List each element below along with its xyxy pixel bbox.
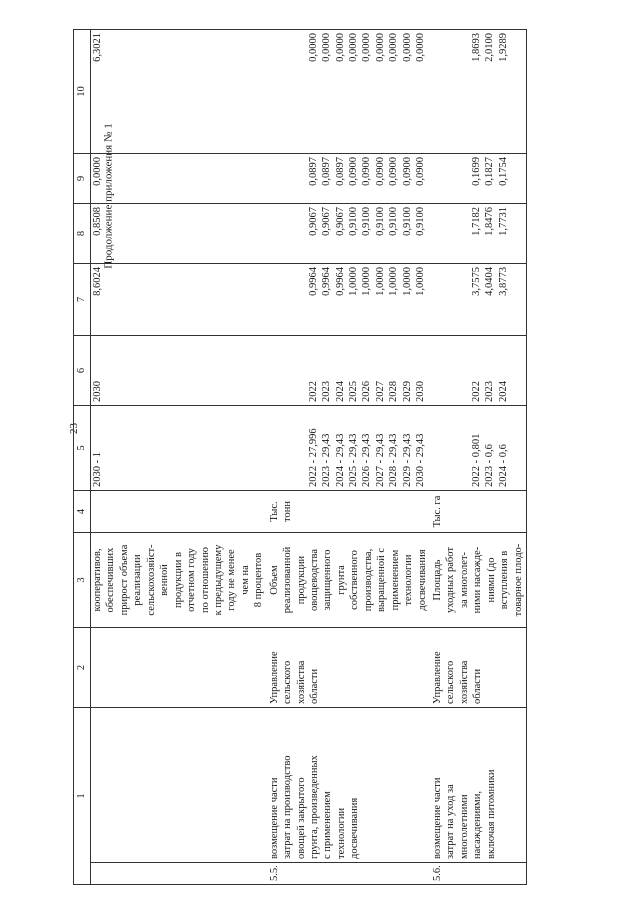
line: 0,0900 bbox=[374, 157, 386, 186]
cont-value-9: 0,0000 bbox=[91, 154, 267, 204]
line: 1,9289 bbox=[497, 33, 509, 62]
measure-name bbox=[430, 708, 527, 863]
cont-target: 2030 - 1 bbox=[91, 406, 267, 491]
line: Управление bbox=[268, 651, 280, 704]
line: 0,0900 bbox=[415, 157, 427, 186]
line: 1,8476 bbox=[484, 207, 496, 236]
line: технологии bbox=[335, 807, 347, 859]
line: 1,0000 bbox=[415, 267, 427, 296]
line: 0,9100 bbox=[348, 207, 359, 236]
line: 2028 bbox=[388, 381, 400, 402]
line: чем на bbox=[239, 565, 251, 595]
line: грунта bbox=[335, 565, 347, 595]
line: сельского bbox=[445, 660, 457, 704]
line: году не менее bbox=[226, 549, 238, 611]
line: сельскохозяйст- bbox=[145, 544, 157, 616]
line: 2026 bbox=[361, 381, 373, 402]
appendix-table bbox=[73, 29, 527, 885]
line: овощеводства bbox=[309, 548, 320, 612]
line: 1,0000 bbox=[401, 267, 413, 296]
line: многолетними bbox=[458, 794, 470, 859]
line: 2025 - 29,43 bbox=[348, 433, 359, 487]
line: 2022 - 27,996 bbox=[307, 428, 319, 487]
line: 0,1754 bbox=[497, 157, 509, 186]
line: Объем bbox=[268, 565, 280, 595]
line: продукции bbox=[295, 555, 307, 605]
line: 2030 - 29,43 bbox=[415, 433, 427, 487]
line: 0,0000 bbox=[321, 33, 333, 62]
values-col-8 bbox=[267, 204, 430, 264]
line: 0,9067 bbox=[307, 207, 319, 236]
executor bbox=[430, 628, 527, 708]
header-col-5: 5 bbox=[74, 406, 91, 491]
line: хозяйства bbox=[295, 660, 307, 704]
line: уходных работ bbox=[445, 547, 457, 613]
line: ними насажде- bbox=[472, 546, 484, 614]
line: 0,9100 bbox=[361, 207, 373, 236]
line: 0,9964 bbox=[321, 267, 333, 296]
cont-value-10: 6,3021 bbox=[91, 30, 267, 154]
line: технологии bbox=[403, 554, 415, 606]
line: возмещение части bbox=[268, 777, 280, 859]
line: 1,0000 bbox=[361, 267, 373, 296]
rotated-table-wrapper bbox=[73, 30, 633, 885]
line: 3,7575 bbox=[470, 267, 482, 296]
line: области bbox=[309, 668, 320, 704]
line: выращенной с bbox=[376, 547, 388, 613]
line: 1,8693 bbox=[470, 33, 482, 62]
line: 0,0000 bbox=[307, 33, 319, 62]
line: 2023 bbox=[321, 381, 333, 402]
continuation-label: Продолжение приложения № 1 bbox=[102, 123, 115, 269]
row-number: 5.5. bbox=[267, 863, 430, 885]
table-row-5-6 bbox=[430, 30, 527, 885]
header-col-7: 7 bbox=[74, 264, 91, 336]
line: досвечивания bbox=[349, 797, 361, 859]
line: товарное плодо- bbox=[512, 543, 524, 617]
line: хозяйства bbox=[458, 660, 470, 704]
values-col-7 bbox=[430, 264, 527, 336]
line: 2022 - 0,801 bbox=[470, 433, 482, 487]
line: 2030 bbox=[415, 381, 427, 402]
line: по отношению bbox=[199, 547, 211, 613]
cont-year: 2030 bbox=[91, 336, 267, 406]
line: 0,0000 bbox=[361, 33, 373, 62]
line: 0,0000 bbox=[334, 33, 346, 62]
line: 2024 bbox=[497, 381, 509, 402]
line: 2026 - 29,43 bbox=[361, 433, 373, 487]
line: ниями (до bbox=[485, 557, 497, 603]
cont-indicator-text bbox=[91, 533, 267, 628]
line: 0,0000 bbox=[415, 33, 427, 62]
line: 2024 - 29,43 bbox=[334, 433, 346, 487]
line: 0,0900 bbox=[361, 157, 373, 186]
header-col-6: 6 bbox=[74, 336, 91, 406]
line: 2023 bbox=[484, 381, 496, 402]
line: продукции в bbox=[172, 552, 184, 608]
years bbox=[267, 336, 430, 406]
line: 0,0000 bbox=[388, 33, 400, 62]
line: 0,0897 bbox=[334, 157, 346, 186]
values-col-7 bbox=[267, 264, 430, 336]
line: досвечивания bbox=[416, 549, 428, 611]
unit bbox=[267, 491, 430, 533]
indicator-name bbox=[430, 533, 527, 628]
line: 2027 - 29,43 bbox=[374, 433, 386, 487]
line: Тыс. га bbox=[431, 495, 443, 528]
line: возмещение части bbox=[431, 777, 443, 859]
line: 0,0000 bbox=[401, 33, 413, 62]
measure-name bbox=[267, 708, 430, 863]
line: 2029 bbox=[401, 381, 413, 402]
line: грунта, произведенных bbox=[309, 755, 320, 859]
line: собственного bbox=[349, 550, 361, 610]
line: обеспечивших bbox=[105, 547, 117, 613]
line: 0,9067 bbox=[321, 207, 333, 236]
line: 0,9100 bbox=[415, 207, 427, 236]
line: применением bbox=[389, 549, 401, 611]
values-col-10 bbox=[430, 30, 527, 154]
line: 0,9067 bbox=[334, 207, 346, 236]
target-values bbox=[267, 406, 430, 491]
cont-value-8: 0,8508 bbox=[91, 204, 267, 264]
values-col-8 bbox=[430, 204, 527, 264]
target-values bbox=[430, 406, 527, 491]
line: включая питомники bbox=[485, 769, 497, 859]
line: 0,0000 bbox=[348, 33, 359, 62]
line: 0,9100 bbox=[401, 207, 413, 236]
line: 2023 - 29,43 bbox=[321, 433, 333, 487]
line: кооперативов, bbox=[92, 548, 103, 612]
header-col-4: 4 bbox=[74, 491, 91, 533]
line: Управление bbox=[431, 651, 443, 704]
line: защищенного bbox=[322, 549, 334, 611]
indicator-name bbox=[267, 533, 430, 628]
unit bbox=[430, 491, 527, 533]
line: 2,0100 bbox=[484, 33, 496, 62]
line: насаждениями, bbox=[472, 791, 484, 859]
line: затрат на производство bbox=[282, 755, 294, 859]
line: 2029 - 29,43 bbox=[401, 433, 413, 487]
line: 0,9100 bbox=[374, 207, 386, 236]
line: прирост объема bbox=[118, 544, 130, 616]
values-col-9 bbox=[267, 154, 430, 204]
line: 0,9100 bbox=[388, 207, 400, 236]
line: 1,0000 bbox=[388, 267, 400, 296]
line: 0,0900 bbox=[348, 157, 359, 186]
line: к предыдущему bbox=[212, 544, 224, 616]
line: производства, bbox=[362, 548, 374, 612]
line: 2024 bbox=[334, 381, 346, 402]
table-row-5-5 bbox=[267, 30, 430, 885]
line: 2027 bbox=[374, 381, 386, 402]
line: 4,0404 bbox=[484, 267, 496, 296]
line: 0,9964 bbox=[307, 267, 319, 296]
line: реализованной bbox=[282, 546, 294, 614]
header-row bbox=[74, 30, 91, 885]
line: затрат на уход за bbox=[445, 784, 457, 859]
line: 2025 bbox=[348, 381, 359, 402]
header-col-2: 2 bbox=[74, 628, 91, 708]
values-col-10 bbox=[267, 30, 430, 154]
header-col-3: 3 bbox=[74, 533, 91, 628]
line: овощей закрытого bbox=[295, 777, 307, 859]
line: 2024 - 0,6 bbox=[497, 444, 509, 487]
header-col-10: 10 bbox=[74, 30, 91, 154]
line: области bbox=[472, 668, 484, 704]
executor bbox=[267, 628, 430, 708]
line: 0,9964 bbox=[334, 267, 346, 296]
years bbox=[430, 336, 527, 406]
row-number: 5.6. bbox=[430, 863, 527, 885]
values-col-9 bbox=[430, 154, 527, 204]
line: реализации bbox=[132, 554, 144, 606]
line: вступления в bbox=[499, 550, 511, 610]
line: 2022 bbox=[307, 381, 319, 402]
line: Площадь bbox=[431, 559, 443, 601]
line: 1,0000 bbox=[374, 267, 386, 296]
header-col-1: 1 bbox=[74, 708, 91, 885]
line: Тыс. bbox=[268, 501, 280, 522]
line: 0,1699 bbox=[470, 157, 482, 186]
cont-value-7: 8,6024 bbox=[91, 264, 267, 336]
line: 1,7731 bbox=[497, 207, 509, 236]
line: 0,0897 bbox=[307, 157, 319, 186]
line: отчетном году bbox=[186, 548, 198, 612]
line: с применением bbox=[322, 791, 334, 859]
line: 0,0000 bbox=[374, 33, 386, 62]
line: 2022 bbox=[470, 381, 482, 402]
line: 0,0897 bbox=[321, 157, 333, 186]
line: 3,8773 bbox=[497, 267, 509, 296]
page-number: 23 bbox=[68, 423, 80, 434]
line: сельского bbox=[282, 660, 294, 704]
line: 1,0000 bbox=[348, 267, 359, 296]
line: 2028 - 29,43 bbox=[388, 433, 400, 487]
line: 0,0900 bbox=[401, 157, 413, 186]
line: венной bbox=[159, 564, 171, 596]
line: 0,0900 bbox=[388, 157, 400, 186]
line: 0,1827 bbox=[484, 157, 496, 186]
line: 1,7182 bbox=[470, 207, 482, 236]
continuation-row bbox=[91, 30, 267, 885]
line: 8 процентов bbox=[253, 552, 265, 608]
line: тонн bbox=[282, 501, 294, 522]
line: 2023 - 0,6 bbox=[484, 444, 496, 487]
line: за многолет- bbox=[458, 551, 470, 609]
header-col-9: 9 bbox=[74, 154, 91, 204]
header-col-8: 8 bbox=[74, 204, 91, 264]
